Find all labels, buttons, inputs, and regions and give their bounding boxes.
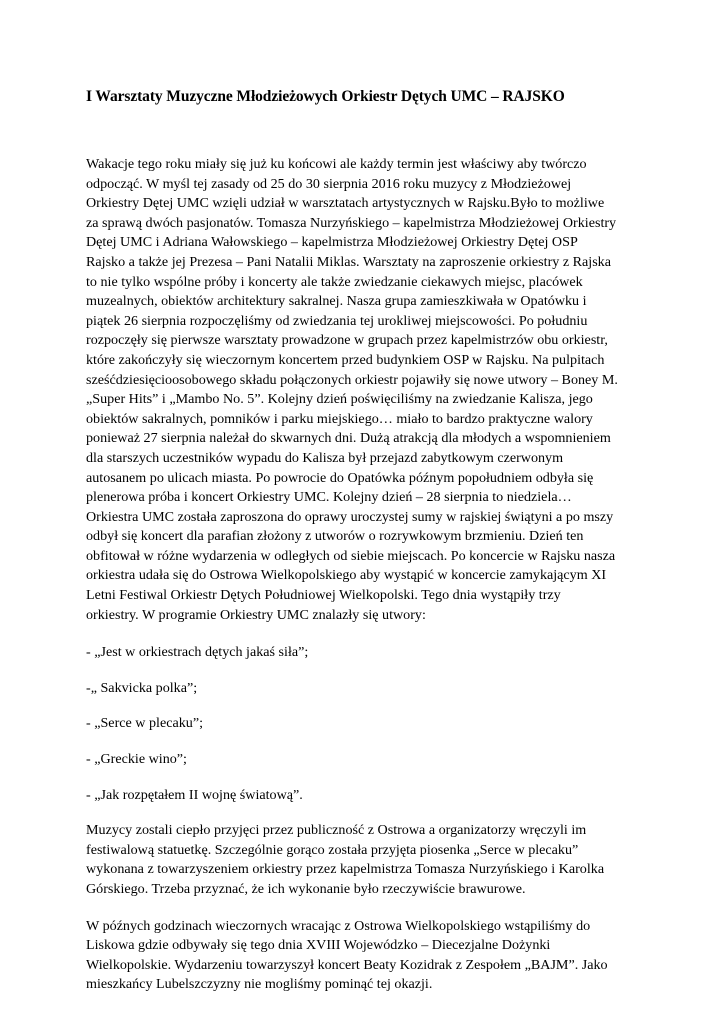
- text-line: orkiestry. W programie Orkiestry UMC znalazły się utwory:: [86, 606, 426, 623]
- text-line: plenerowa próba i koncert Orkiestry UMC. Kolejny dzień – 28 sierpnia to niedziela…: [86, 489, 572, 506]
- document-page: [86, 88, 642, 1012]
- text-line: autosanem po ulicach miasta. Po powrocie do Opatówka późnym popołudniem odbyła się: [86, 469, 594, 486]
- text-line: Letni Festiwal Orkiestr Dętych Południowej Wielkopolski. Tego dnia wystąpiły trzy: [86, 587, 561, 604]
- text-line: Wielkopolskie. Wydarzeniu towarzyszył koncert Beaty Kozidrak z Zespołem „BAJM”. Jako: [86, 956, 608, 973]
- text-line: festiwalową statuetkę. Szczególnie gorąco została przyjęta piosenka „Serce w plecaku”: [86, 841, 579, 858]
- text-line: Wakacje tego roku miały się już ku końcowi ale każdy termin jest właściwy aby twórczo: [86, 156, 587, 172]
- text-line: Górskiego. Trzeba przyznać, że ich wykonanie było rzeczywiście brawurowe.: [86, 881, 526, 897]
- text-line: odpocząć. W myśl tej zasady od 25 do 30 sierpnia 2016 roku muzycy z Młodzieżowej: [86, 175, 572, 192]
- song-item: - „Jak rozpętałem II wojnę światową”.: [86, 786, 303, 803]
- text-line: dla starszych uczestników wypadu do Kalisza był przejazd zabytkowym czerwonym: [86, 449, 564, 466]
- text-line: odbył się koncert dla parafian złożony z utworów o rozrywkowym brzmieniu. Dzień ten: [86, 528, 584, 545]
- text-line: „Super Hits” i „Mambo No. 5”. Kolejny dzień poświęciliśmy na zwiedzanie Kalisza, jego: [86, 391, 593, 408]
- text-line: sześćdziesięcioosobowego składu połączonych orkiestr pojawiły się nowe utwory – Boney M.: [86, 371, 618, 388]
- text-line: piątek 26 sierpnia rozpoczęliśmy od zwiedzania tej urokliwej miejscowości. Po południu: [86, 312, 588, 329]
- document-title: I Warsztaty Muzyczne Młodzieżowych Orkiestr Dętych UMC – RAJSKO: [86, 88, 565, 105]
- text-line: Rajsko a także jej Prezesa – Pani Natalii Miklas. Warsztaty na zaproszenie orkiestry z Rajska: [86, 253, 611, 270]
- text-line: obiektów sakralnych, pomników i parku miejskiego… miało to bardzo praktyczne walory: [86, 410, 593, 427]
- text-line: wykonana z towarzyszeniem orkiestry przez kapelmistrza Tomasza Nurzyńskiego i Karolka: [86, 861, 605, 878]
- reception-paragraph: [86, 821, 642, 899]
- song-list: [86, 643, 642, 805]
- text-line: Orkiestry Dętej UMC wzięli udział w warsztatach artystycznych w Rajsku.Było to możliwe: [86, 195, 605, 212]
- text-line: ponieważ 27 sierpnia należał do skwarnych dni. Dużą atrakcją dla młodych a wspomnieniem: [86, 430, 611, 447]
- intro-paragraph: [86, 155, 642, 625]
- text-line: to nie tylko wspólne próby i koncerty ale także zwiedzanie ciekawych miejsc, placówek: [86, 273, 583, 290]
- song-item: - „Jest w orkiestrach dętych jakaś siła”;: [86, 644, 309, 661]
- text-line: obfitował w różne wydarzenia w odległych od siebie miejscach. Po koncercie w Rajsku nasza: [86, 547, 616, 564]
- song-item: -„ Sakvicka polka”;: [86, 679, 198, 696]
- text-line: muzealnych, obiektów architektury sakralnej. Nasza grupa zamieszkiwała w Opatówku i: [86, 293, 587, 310]
- text-line: które zakończyły się wieczornym koncertem przed budynkiem OSP w Rajsku. Na pulpitach: [86, 351, 605, 368]
- evening-paragraph: [86, 917, 642, 995]
- text-line: Muzycy zostali ciepło przyjęci przez publiczność z Ostrowa a organizatorzy wręczyli im: [86, 822, 587, 839]
- text-line: za sprawą dwóch pasjonatów. Tomasza Nurzyńskiego – kapelmistrza Młodzieżowej Orkiestry: [86, 214, 617, 231]
- song-item: - „Serce w plecaku”;: [86, 715, 203, 732]
- text-line: rozpoczęły się pierwsze warsztaty prowadzone w grupach przez kapelmistrzów obu orkiestr,: [86, 332, 608, 349]
- text-line: Dętej UMC i Adriana Wałowskiego – kapelmistrza Młodzieżowej Orkiestry Dętej OSP: [86, 234, 578, 251]
- text-line: W późnych godzinach wieczornych wracając z Ostrowa Wielkopolskiego wstąpiliśmy do: [86, 917, 591, 934]
- song-item: - „Greckie wino”;: [86, 751, 187, 768]
- text-line: Orkiestra UMC została zaproszona do oprawy uroczystej sumy w rajskiej świątyni a po mszy: [86, 508, 614, 525]
- text-line: orkiestra udała się do Ostrowa Wielkopolskiego aby wystąpić w koncercie zamykającym XI: [86, 567, 607, 584]
- text-line: Liskowa gdzie odbywały się tego dnia XVIII Wojewódzko – Diecezjalne Dożynki: [86, 937, 551, 954]
- text-line: mieszkańcy Lubelszczyzny nie mogliśmy pominąć tej okazji.: [86, 976, 433, 993]
